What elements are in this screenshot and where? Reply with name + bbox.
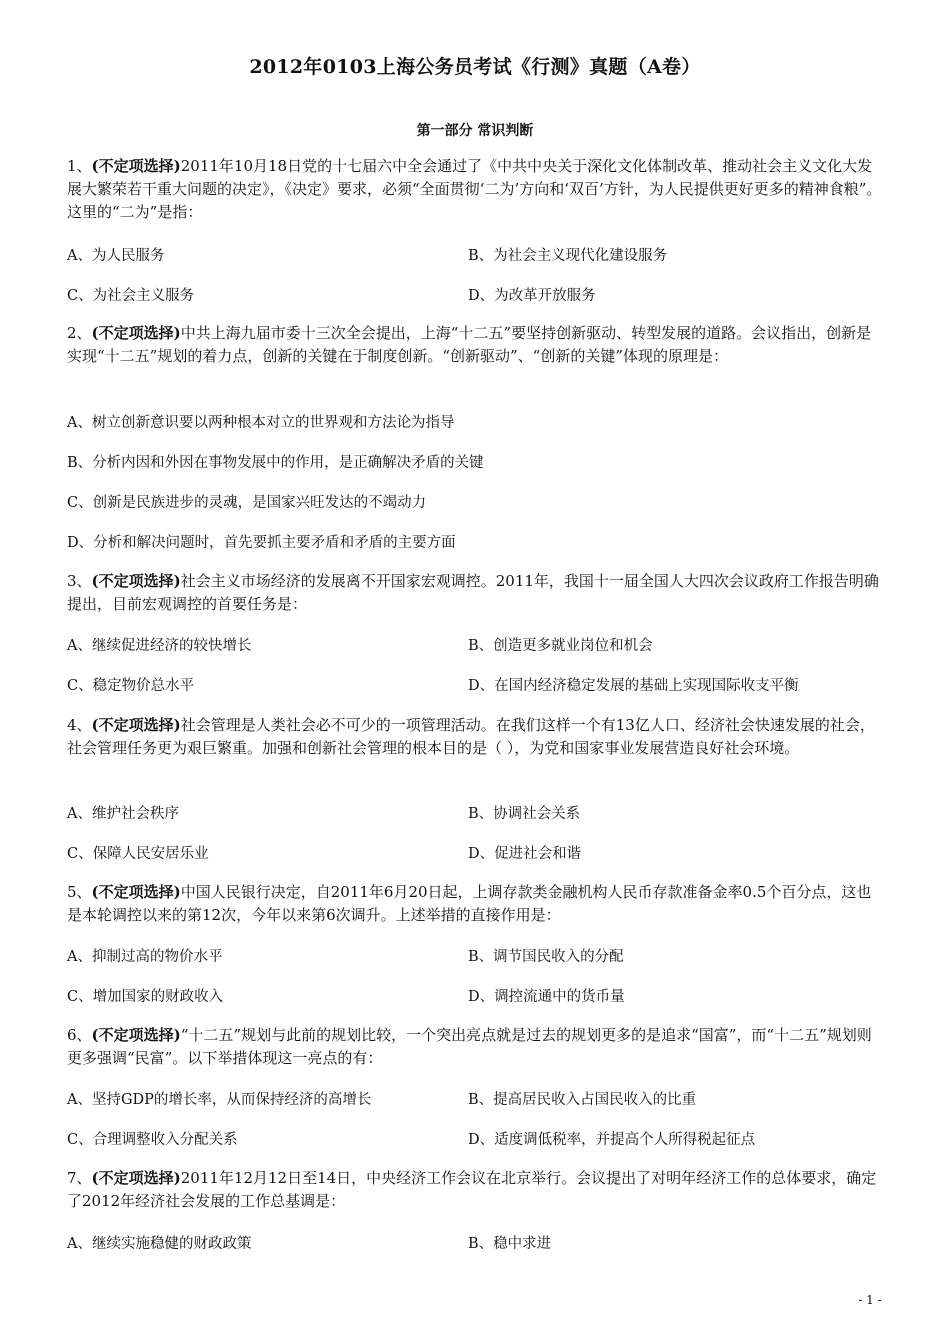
section-title: 第一部分 常识判断 xyxy=(416,123,534,139)
question-text: 社会管理是人类社会必不可少的一项管理活动。在我们这样一个有13亿人口、经济社会快速发展的社会，社会管理任务更为艰巨繁重。加强和创新社会管理的根本目的是（ ），为党和国家事业发展营造良好社会环境。 xyxy=(67,716,875,757)
option-a: A、继续促进经济的较快增长 xyxy=(67,638,252,654)
option-a: A、维护社会秩序 xyxy=(67,806,179,822)
question-number: 2、 xyxy=(67,324,92,342)
question-type-tag: (不定项选择) xyxy=(91,883,181,901)
question-number: 1、 xyxy=(67,157,92,175)
option-d: D、调控流通中的货币量 xyxy=(468,989,625,1005)
question-text: 社会主义市场经济的发展离不开国家宏观调控。2011年，我国十一届全国人大四次会议政府工作报告明确提出，目前宏观调控的首要任务是： xyxy=(67,572,879,613)
question-type-tag: (不定项选择) xyxy=(91,716,181,734)
option-b: B、为社会主义现代化建设服务 xyxy=(468,248,668,264)
question-type-tag: (不定项选择) xyxy=(91,157,181,175)
question-1 xyxy=(67,155,883,224)
question-text: 中共上海九届市委十三次全会提出，上海“十二五”要坚持创新驱动、转型发展的道路。会议指出，创新是实现“十二五”规划的着力点，创新的关键在于制度创新。“创新驱动”、“创新的关键”体现的原理是： xyxy=(67,324,872,365)
option-d: D、分析和解决问题时，首先要抓主要矛盾和矛盾的主要方面 xyxy=(67,535,456,551)
question-type-tag: (不定项选择) xyxy=(91,1169,181,1187)
question-number: 4、 xyxy=(67,716,92,734)
question-2 xyxy=(67,322,883,368)
question-number: 5、 xyxy=(67,883,92,901)
question-text: 中国人民银行决定，自2011年6月20日起，上调存款类金融机构人民币存款准备金率0.5个百分点，这也是本轮调控以来的第12次，今年以来第6次调升。上述举措的直接作用是： xyxy=(67,883,872,924)
option-b: B、分析内因和外因在事物发展中的作用，是正确解决矛盾的关键 xyxy=(67,455,484,471)
question-3 xyxy=(67,570,883,616)
option-b: B、稳中求进 xyxy=(468,1236,552,1252)
question-number: 6、 xyxy=(67,1026,92,1044)
question-4 xyxy=(67,714,883,760)
page-number: - 1 - xyxy=(858,1293,882,1307)
question-type-tag: (不定项选择) xyxy=(91,1026,181,1044)
option-b: B、调节国民收入的分配 xyxy=(468,949,624,965)
option-d: D、促进社会和谐 xyxy=(468,846,582,862)
question-5 xyxy=(67,881,883,927)
option-b: B、创造更多就业岗位和机会 xyxy=(468,638,653,654)
option-a: A、为人民服务 xyxy=(67,248,165,264)
option-d: D、为改革开放服务 xyxy=(468,288,596,304)
question-text: 2011年10月18日党的十七届六中全会通过了《中共中央关于深化文化体制改革、推动社会主义文化大发展大繁荣若干重大问题的决定》，《决定》要求，必须“全面贯彻‘二为’方向和‘双百’方针，为人民提供更好更多的精神食粮”。这里的“二为”是指： xyxy=(67,157,882,221)
option-c: C、合理调整收入分配关系 xyxy=(67,1132,238,1148)
option-a: A、抑制过高的物价水平 xyxy=(67,949,223,965)
option-a: A、继续实施稳健的财政政策 xyxy=(67,1236,252,1252)
question-type-tag: (不定项选择) xyxy=(91,324,181,342)
option-a: A、坚持GDP的增长率，从而保持经济的高增长 xyxy=(67,1092,372,1108)
question-text: “十二五”规划与此前的规划比较，一个突出亮点就是过去的规划更多的是追求“国富”，而“十二五”规划则更多强调“民富”。以下举措体现这一亮点的有： xyxy=(67,1026,872,1067)
question-6 xyxy=(67,1024,883,1070)
option-c: C、稳定物价总水平 xyxy=(67,678,195,694)
option-b: B、提高居民收入占国民收入的比重 xyxy=(468,1092,697,1108)
option-c: C、为社会主义服务 xyxy=(67,288,195,304)
option-d: D、在国内经济稳定发展的基础上实现国际收支平衡 xyxy=(468,678,799,694)
option-c: C、创新是民族进步的灵魂，是国家兴旺发达的不竭动力 xyxy=(67,495,427,511)
option-b: B、协调社会关系 xyxy=(468,806,581,822)
option-d: D、适度调低税率，并提高个人所得税起征点 xyxy=(468,1132,756,1148)
question-number: 3、 xyxy=(67,572,92,590)
question-7 xyxy=(67,1167,883,1213)
question-text: 2011年12月12日至14日，中央经济工作会议在北京举行。会议提出了对明年经济工作的总体要求，确定了2012年经济社会发展的工作总基调是： xyxy=(67,1169,877,1210)
question-number: 7、 xyxy=(67,1169,92,1187)
option-c: C、保障人民安居乐业 xyxy=(67,846,209,862)
document-title: 2012年0103上海公务员考试《行测》真题（A卷） xyxy=(249,56,701,78)
question-type-tag: (不定项选择) xyxy=(91,572,181,590)
option-a: A、树立创新意识要以两种根本对立的世界观和方法论为指导 xyxy=(67,415,455,431)
option-c: C、增加国家的财政收入 xyxy=(67,989,224,1005)
